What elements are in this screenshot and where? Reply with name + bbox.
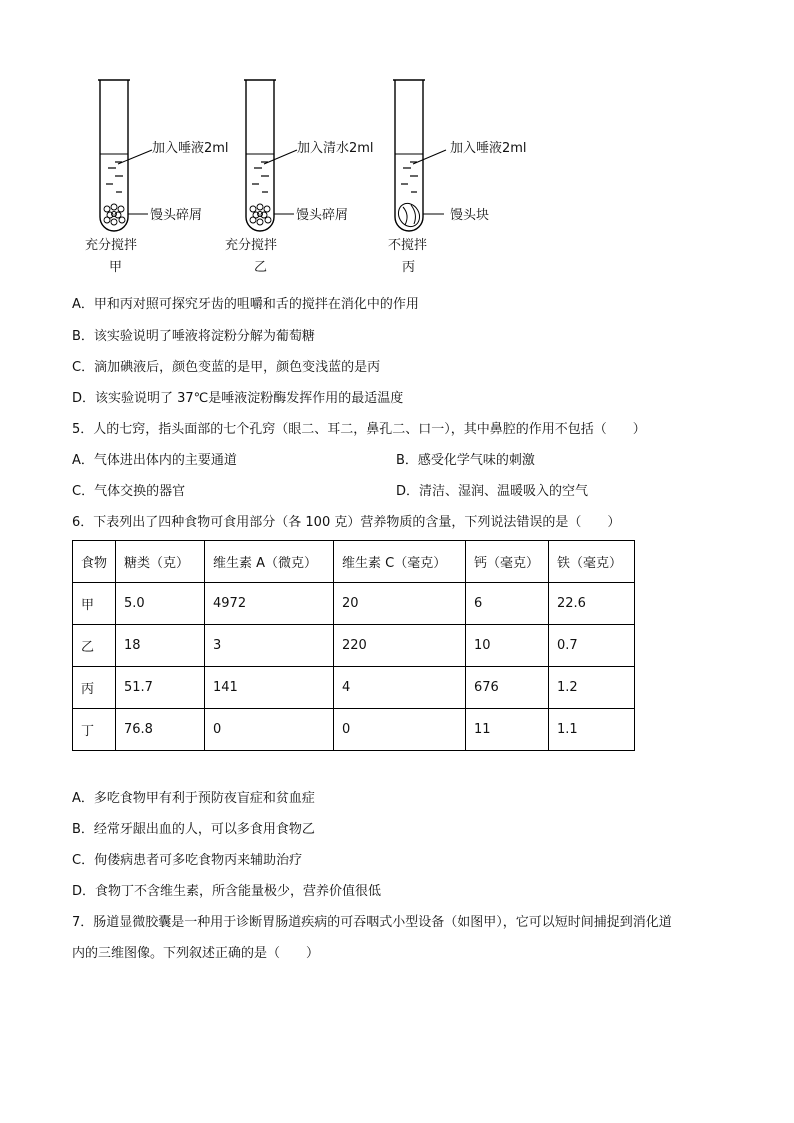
table-cell: 18 [116, 625, 205, 667]
table-header: 食物 [73, 541, 116, 583]
q6-option-d: D．食物丁不含维生素，所含能量极少，营养价值很低 [72, 884, 382, 899]
table-cell: 乙 [73, 625, 116, 667]
table-cell: 51.7 [116, 667, 205, 709]
q4-option-d: D．该实验说明了 37℃是唾液淀粉酶发挥作用的最适温度 [72, 391, 404, 406]
table-header: 铁（毫克） [549, 541, 635, 583]
tube-bing-stir-label: 不搅拌 [388, 238, 428, 253]
table-cell: 丙 [73, 667, 116, 709]
table-cell: 1.1 [549, 709, 635, 751]
q7-stem-line1: 7．肠道显微胶囊是一种用于诊断胃肠道疾病的可吞咽式小型设备（如图甲），它可以短时间捕捉到消化道 [72, 915, 672, 930]
tube-jia-name: 甲 [109, 260, 123, 275]
q6-option-c: C．佝偻病患者可多吃食物丙来辅助治疗 [72, 853, 303, 868]
q6-stem: 6．下表列出了四种食物可食用部分（各 100 克）营养物质的含量，下列说法错误的是（ ） [72, 515, 621, 530]
nutrition-table [72, 540, 635, 751]
table-header-row [73, 541, 635, 583]
table-header: 糖类（克） [116, 541, 205, 583]
test-tube-yi [225, 80, 374, 275]
table-header: 维生素 C（毫克） [334, 541, 466, 583]
table-cell: 20 [334, 583, 466, 625]
table-cell: 4972 [205, 583, 334, 625]
tube-yi-add-label: 加入清水2ml [297, 141, 374, 156]
table-cell: 1.2 [549, 667, 635, 709]
table-row [73, 667, 635, 709]
tube-yi-stir-label: 充分搅拌 [225, 238, 278, 253]
tube-yi-bottom-label: 馒头碎屑 [296, 208, 349, 223]
table-cell: 丁 [73, 709, 116, 751]
q4-option-c: C．滴加碘液后，颜色变蓝的是甲，颜色变浅蓝的是丙 [72, 360, 381, 375]
table-cell: 11 [466, 709, 549, 751]
q5-option-a: A．气体进出体内的主要通道 [72, 453, 237, 468]
table-header: 钙（毫克） [466, 541, 549, 583]
table-cell: 甲 [73, 583, 116, 625]
q5-option-c: C．气体交换的器官 [72, 484, 186, 499]
tube-jia-stir-label: 充分搅拌 [85, 238, 138, 253]
q4-option-a: A．甲和丙对照可探究牙齿的咀嚼和舌的搅拌在消化中的作用 [72, 297, 419, 312]
table-cell: 141 [205, 667, 334, 709]
table-cell: 76.8 [116, 709, 205, 751]
table-row [73, 583, 635, 625]
table-cell: 676 [466, 667, 549, 709]
q5-option-d: D．清洁、湿润、温暖吸入的空气 [396, 484, 589, 499]
table-row [73, 625, 635, 667]
tube-bing-name: 丙 [402, 260, 416, 275]
table-cell: 6 [466, 583, 549, 625]
table-row [73, 709, 635, 751]
q7-stem-line2: 内的三维图像。下列叙述正确的是（ ） [72, 946, 320, 961]
q5-option-b: B．感受化学气味的刺激 [396, 453, 535, 468]
q4-option-b: B．该实验说明了唾液将淀粉分解为葡萄糖 [72, 329, 315, 344]
q5-stem: 5．人的七窍，指头面部的七个孔窍（眼二、耳二，鼻孔二、口一），其中鼻腔的作用不包括（ ） [72, 422, 646, 437]
table-cell: 22.6 [549, 583, 635, 625]
table-cell: 3 [205, 625, 334, 667]
tube-jia-bottom-label: 馒头碎屑 [150, 208, 203, 223]
tube-bing-add-label: 加入唾液2ml [450, 141, 527, 156]
table-cell: 5.0 [116, 583, 205, 625]
q6-option-a: A．多吃食物甲有利于预防夜盲症和贫血症 [72, 791, 315, 806]
tube-bing-bottom-label: 馒头块 [450, 208, 490, 223]
table-cell: 4 [334, 667, 466, 709]
table-cell: 220 [334, 625, 466, 667]
test-tube-figure [72, 72, 552, 282]
tube-yi-name: 乙 [254, 260, 268, 275]
table-cell: 0 [334, 709, 466, 751]
test-tube-bing [388, 80, 527, 275]
test-tube-jia [85, 80, 229, 275]
tube-jia-add-label: 加入唾液2ml [152, 141, 229, 156]
table-cell: 0.7 [549, 625, 635, 667]
table-header: 维生素 A（微克） [205, 541, 334, 583]
table-cell: 10 [466, 625, 549, 667]
table-cell: 0 [205, 709, 334, 751]
q6-option-b: B．经常牙龈出血的人，可以多食用食物乙 [72, 822, 315, 837]
